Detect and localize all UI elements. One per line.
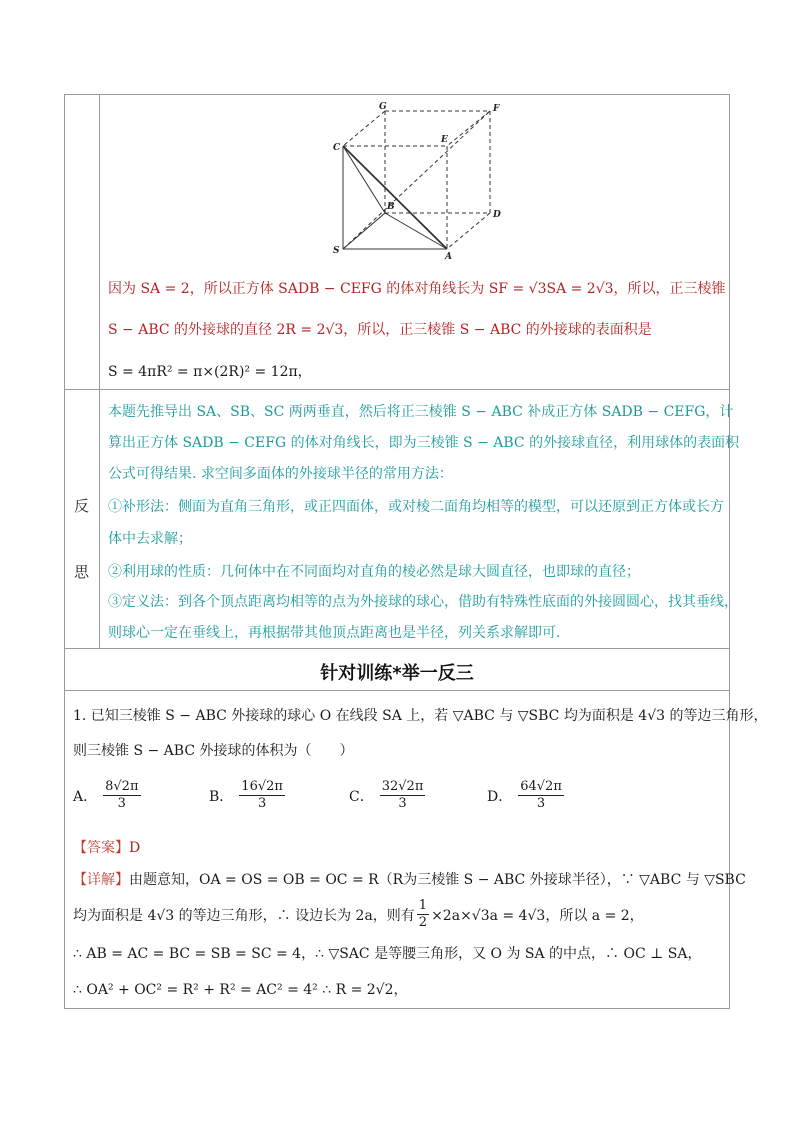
detail-line-3: ∴ AB = AC = BC = SB = SC = 4，∴ ▽SAC 是等腰三角形，又 O 为 SA 的中点，∴ OC ⊥ SA，: [73, 946, 702, 962]
option-d-letter: D．: [487, 788, 513, 805]
label-S: S: [333, 246, 340, 256]
option-d[interactable]: [487, 779, 564, 812]
detail-tag: 【详解】: [73, 872, 129, 888]
detail-line-1: [73, 869, 746, 889]
reflection-line: 则球心一定在垂线上，再根据带其他顶点距离也是半径，列关系求解即可.: [108, 625, 561, 641]
row-divider-1: [65, 389, 729, 390]
detail-fraction: [417, 898, 429, 931]
diagonal-SF: [343, 111, 490, 249]
question-line-2: 则三棱锥 S − ABC 外接球的体积为（ ）: [73, 743, 354, 759]
option-c[interactable]: [349, 779, 425, 812]
option-a[interactable]: [73, 779, 141, 812]
row-divider-3: [65, 690, 729, 691]
label-A: A: [445, 252, 452, 262]
solution-line-3: S = 4πR² = π×(2R)² = 12π，: [108, 364, 312, 380]
option-a-letter: A．: [73, 788, 98, 805]
reflection-line: 体中去求解；: [108, 531, 192, 547]
option-a-value: [103, 779, 140, 812]
solution-line-2: S − ABC 的外接球的直径 2R = 2√3，所以，正三棱锥 S − ABC 的外接球的表面积是: [108, 322, 652, 338]
solution-line-1: 因为 SA = 2，所以正方体 SADB − CEFG 的体对角线长为 SF = √3SA = 2√3，所以，正三棱锥: [108, 281, 726, 297]
label-F: F: [493, 104, 500, 114]
reflection-line: 本题先推导出 SA、SB、SC 两两垂直，然后将正三棱锥 S − ABC 补成正方体 SADB − CEFG，计: [108, 404, 734, 420]
option-c-value: [380, 779, 426, 812]
option-d-value: [518, 779, 564, 812]
answer-tag: 【答案】: [73, 840, 129, 856]
options-row: [73, 779, 713, 819]
label-G: G: [379, 102, 387, 112]
option-c-numerator: 32√2π: [381, 779, 424, 794]
option-a-numerator: 8√2π: [105, 779, 139, 794]
detail-line-2: [73, 898, 644, 931]
label-B: B: [387, 202, 395, 212]
edge-FE: [447, 111, 490, 146]
option-c-letter: C．: [349, 788, 374, 805]
detail-fraction-denominator: 2: [418, 915, 428, 930]
reflection-line: 算出正方体 SADB − CEFG 的体对角线长，即为三棱锥 S − ABC 的外接球直径，利用球体的表面积: [108, 435, 740, 451]
option-b-numerator: 16√2π: [241, 779, 283, 794]
question-line-1: 1. 已知三棱锥 S − ABC 外接球的球心 O 在线段 SA 上，若 ▽ABC 与 ▽SBC 均为面积是 4√3 的等边三角形，: [73, 708, 768, 724]
option-a-denominator: 3: [117, 796, 126, 811]
reflection-line: ②利用球的性质：几何体中在不同面均对直角的棱必然是球大圆直径，也即球的直径；: [108, 564, 640, 580]
reflection-label-bottom: 思: [74, 563, 90, 581]
answer-line: [73, 837, 140, 857]
edge-DA: [447, 213, 490, 249]
option-d-numerator: 64√2π: [520, 779, 562, 794]
reflection-label-top: 反: [74, 497, 90, 515]
answer-value: D: [129, 840, 141, 856]
reflection-line: ③定义法：到各个顶点距离均相等的点为外接球的球心，借助有特殊性底面的外接圆圆心，找其垂线，: [108, 594, 738, 610]
option-b[interactable]: [209, 779, 285, 812]
row-divider-2: [65, 648, 729, 649]
edge-CB: [343, 146, 385, 213]
detail-text-1: 由题意知，OA = OS = OB = OC = R（R为三棱锥 S − ABC 外接球半径），∵ ▽ABC 与 ▽SBC: [129, 872, 746, 888]
detail-text-2b: ×2a×√3a = 4√3，所以 a = 2，: [431, 907, 644, 924]
section-title: 针对训练*举一反三: [320, 663, 474, 684]
edge-SB: [343, 213, 385, 249]
content-table: [64, 94, 768, 1009]
cube-figure: [325, 101, 505, 265]
column-divider: [99, 95, 100, 648]
option-c-denominator: 3: [398, 796, 407, 811]
option-d-denominator: 3: [536, 796, 546, 811]
label-D: D: [493, 210, 501, 220]
detail-fraction-numerator: 1: [418, 898, 428, 913]
option-b-letter: B．: [209, 788, 234, 805]
detail-line-4: ∴ OA² + OC² = R² + R² = AC² = 4² ∴ R = 2√2，: [73, 982, 408, 998]
label-C: C: [333, 143, 341, 153]
option-b-value: [239, 779, 285, 812]
reflection-line: 公式可得结果. 求空间多面体的外接球半径的常用方法：: [108, 466, 453, 482]
label-E: E: [441, 135, 448, 145]
edge-GC: [343, 111, 385, 146]
option-b-denominator: 3: [257, 796, 267, 811]
edge-CA: [343, 146, 447, 249]
reflection-line: ①补形法：侧面为直角三角形，或正四面体，或对棱二面角均相等的模型，可以还原到正方体或长方: [108, 499, 724, 515]
detail-text-2a: 均为面积是 4√3 的等边三角形，∴ 设边长为 2a，则有: [73, 907, 415, 924]
